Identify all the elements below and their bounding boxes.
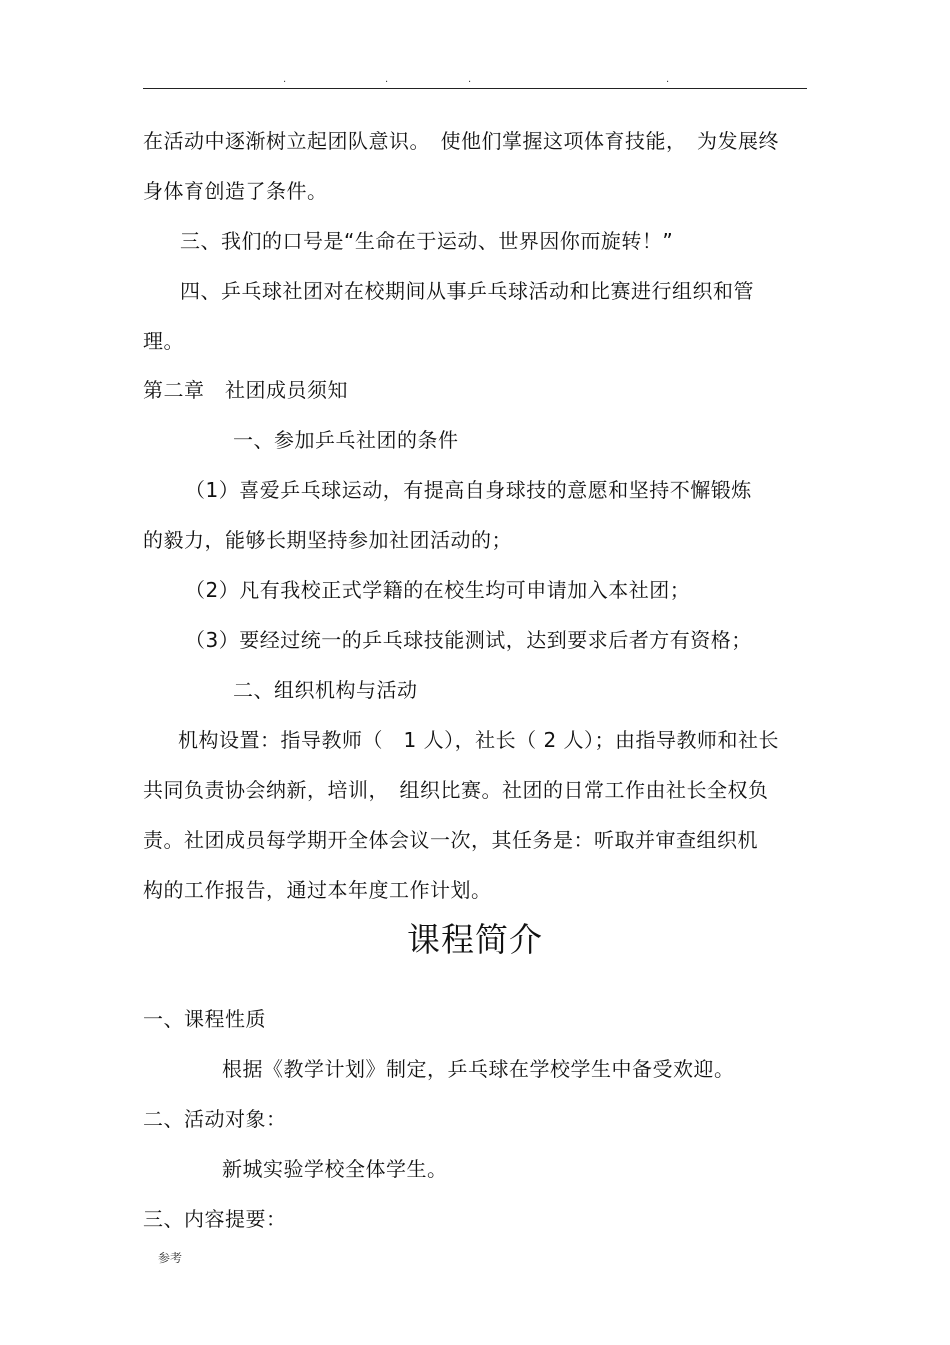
slogan-line: 三、我们的口号是“生命在于运动、世界因你而旋转！” — [180, 229, 674, 253]
course-heading: 一、课程性质 — [143, 1007, 266, 1031]
list-item: （1）喜爱乒乓球运动，有提高自身球技的意愿和坚持不懈锻炼 — [185, 478, 752, 502]
body-line: 责。社团成员每学期开全体会议一次，其任务是：听取并审查组织机 — [143, 828, 758, 852]
course-heading: 三、内容提要： — [143, 1207, 287, 1231]
body-line: 身体育创造了条件。 — [143, 179, 328, 203]
body-line: 四、乒乓球社团对在校期间从事乒乓球活动和比赛进行组织和管 — [180, 279, 754, 303]
chapter-heading: 第二章 社团成员须知 — [143, 378, 348, 402]
list-item: （2）凡有我校正式学籍的在校生均可申请加入本社团； — [185, 578, 691, 602]
course-title: 课程简介 — [407, 920, 543, 959]
body-line: 共同负责协会纳新，培训， 组织比赛。社团的日常工作由社长全权负 — [143, 778, 769, 802]
header-dot: . — [283, 74, 287, 85]
section-heading: 二、组织机构与活动 — [233, 678, 418, 702]
header-dots — [0, 74, 950, 86]
body-line: 在活动中逐渐树立起团队意识。 使他们掌握这项体育技能， 为发展终 — [143, 129, 779, 153]
body-line: 构的工作报告，通过本年度工作计划。 — [143, 878, 492, 902]
course-text: 新城实验学校全体学生。 — [222, 1157, 448, 1181]
body-line: 理。 — [143, 329, 184, 353]
header-dot: . — [385, 74, 389, 85]
course-text: 根据《教学计划》制定，乒乓球在学校学生中备受欢迎。 — [222, 1057, 735, 1081]
body-line: 机构设置：指导教师（ 1 人），社长（ 2 人）；由指导教师和社长 — [178, 728, 780, 752]
section-heading: 一、参加乒乓社团的条件 — [233, 428, 459, 452]
footer-label: 参考 — [158, 1251, 183, 1265]
header-dot: . — [468, 74, 472, 85]
course-heading: 二、活动对象： — [143, 1107, 287, 1131]
header-dot: . — [666, 74, 670, 85]
header-rule — [143, 88, 807, 89]
list-item-continuation: 的毅力，能够长期坚持参加社团活动的； — [143, 528, 512, 552]
list-item: （3）要经过统一的乒乓球技能测试，达到要求后者方有资格； — [185, 628, 752, 652]
